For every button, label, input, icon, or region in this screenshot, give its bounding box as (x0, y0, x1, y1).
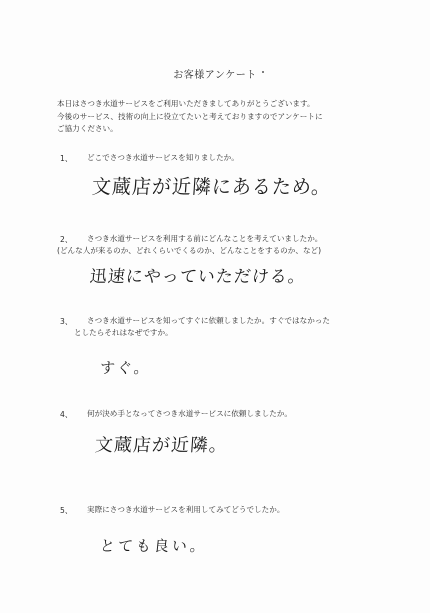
question-3-continuation: としたらそれはなぜですか。 (74, 328, 173, 337)
question-2-text: さつき水道サービスを利用する前にどんなことを考えていましたか。 (87, 234, 323, 243)
question-1-number: 1、 (60, 154, 73, 163)
page-title: お客様アンケート (173, 70, 257, 81)
question-4-number: 4、 (60, 410, 73, 419)
question-1-text: どこでさつき水道サービスを知りましたか。 (87, 153, 239, 162)
question-3-number: 3、 (60, 317, 73, 326)
answer-5-handwriting: とても良い。 (99, 537, 209, 555)
question-3-text: さつき水道サービスを知ってすぐに依頼しましたか。すぐではなかった (87, 316, 330, 325)
answer-2-handwriting: 迅速にやっていただける。 (88, 267, 307, 287)
intro-line: ご協力ください。 (57, 124, 118, 133)
intro-line: 今後のサービス、技術の向上に役立てたいと考えておりますのでアンケートに (57, 111, 323, 121)
question-2-subtext: (どんな人が来るのか、どれくらいでくるのか、どんなことをするのか、など) (57, 246, 322, 255)
intro-line: 本日はさつき水道サービスをご利用いただきましてありがとうございます。 (57, 99, 315, 108)
question-5-text: 実際にさつき水道サービスを利用してみてどうでしたか。 (87, 505, 285, 514)
answer-4-handwriting: 文蔵店が近隣。 (94, 435, 229, 456)
intro-text (57, 98, 397, 136)
question-2-number: 2、 (60, 235, 73, 244)
question-4-text: 何が決め手となってさつき水道サービスに依頼しましたか。 (87, 409, 293, 418)
question-5-number: 5、 (60, 506, 73, 515)
answer-1-handwriting: 文蔵店が近隣にあるため。 (91, 175, 332, 199)
answer-3-handwriting: すぐ。 (99, 359, 152, 377)
stray-mark-icon (262, 71, 264, 73)
